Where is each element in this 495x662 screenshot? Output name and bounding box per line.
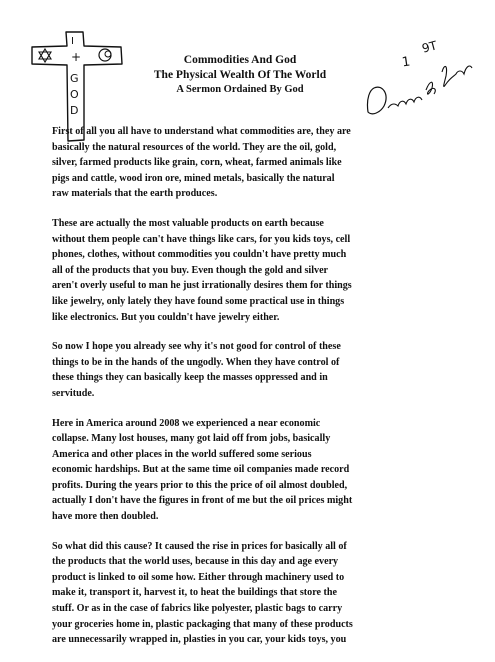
paragraph <box>52 339 472 401</box>
text-line: these things they can basically keep the masses oppressed and in <box>52 372 328 384</box>
title-line-1: Commodities And God <box>183 54 297 66</box>
signature-drawing <box>360 50 478 130</box>
text-line: are unnecessarily wrapped in, plasties in you car, your kids toys, you <box>52 634 347 646</box>
text-line: So what did this cause? It caused the rise in prices for basically all of <box>52 540 347 552</box>
text-line: like electronics. But you couldn't have jewelry either. <box>52 311 280 323</box>
paragraph <box>52 416 472 525</box>
handwritten-page-number: 1 <box>400 54 412 71</box>
text-line: without them people can't have things like cars, for you kids toys, cell <box>52 233 351 245</box>
text-line: First of all you all have to understand what commodities are, they are <box>52 126 351 137</box>
sermon-body <box>52 124 472 662</box>
cross-letter-d: D <box>70 104 79 117</box>
text-line: make it, transport it, harvest it, to heat the buildings that store the <box>52 587 337 599</box>
handwritten-mark: 9T <box>420 38 439 56</box>
text-line: basically the natural resources of the world. They are the oil, gold, <box>52 141 337 153</box>
text-line: economic hardships. But at the same time oil companies made record <box>52 464 350 476</box>
text-line: So now I hope you already see why it's not good for control of these <box>52 341 341 353</box>
text-line: all of the products that you buy. Even though the gold and silver <box>52 264 329 276</box>
crescent-star-icon <box>99 49 111 61</box>
cross-letter-o: O <box>70 88 79 101</box>
text-line: collapse. Many lost houses, many got laid off from jobs, basically <box>52 433 331 445</box>
title-line-2: The Physical Wealth Of The World <box>153 69 327 81</box>
text-line: like jewelry, only lately they have found some practical use in things <box>52 295 345 307</box>
text-line: have more then doubled. <box>52 511 159 523</box>
text-line: stuff. Or as in the case of fabrics like polyester, plastic bags to carry <box>52 603 343 615</box>
text-line: Here in America around 2008 we experienced a near economic <box>52 417 321 429</box>
title-block <box>120 53 360 97</box>
subtitle: A Sermon Ordained By God <box>176 84 304 95</box>
text-line: phones, clothes, without commodities you couldn't have pretty much <box>52 249 347 261</box>
star-of-david-icon <box>39 49 51 62</box>
text-line: your groceries home in, plastic packaging that many of these products <box>52 618 353 630</box>
text-line: aren't overly useful to man he just irrationally desires them for things <box>52 280 352 292</box>
text-line: pigs and cattle, wood iron ore, mined metals, basically the natural <box>52 172 335 184</box>
text-line: America and other places in the world suffered some serious <box>52 448 312 460</box>
paragraph <box>52 539 472 648</box>
text-line: the products that the world uses, because in this day and age every <box>52 556 339 568</box>
text-line: things to be in the hands of the ungodly. When they have control of <box>52 356 340 368</box>
signature <box>360 50 478 130</box>
text-line: product is linked to oil some how. Either through machinery used to <box>52 571 345 583</box>
text-line: raw materials that the earth produces. <box>52 188 218 200</box>
cross-plus: + <box>71 50 82 64</box>
text-line: servitude. <box>52 387 95 399</box>
paragraph <box>52 216 472 325</box>
cross-letter-i: I <box>71 36 74 47</box>
text-line: profits. During the years prior to this the price of oil almost doubled, <box>52 479 348 491</box>
cross-letter-g: G <box>70 72 79 85</box>
text-line: These are actually the most valuable products on earth because <box>52 217 324 229</box>
text-line: actually I don't have the figures in front of me but the oil prices might <box>52 495 353 507</box>
paragraph <box>52 124 472 202</box>
text-line: silver, farmed products like grain, corn, wheat, farmed animals like <box>52 157 342 169</box>
